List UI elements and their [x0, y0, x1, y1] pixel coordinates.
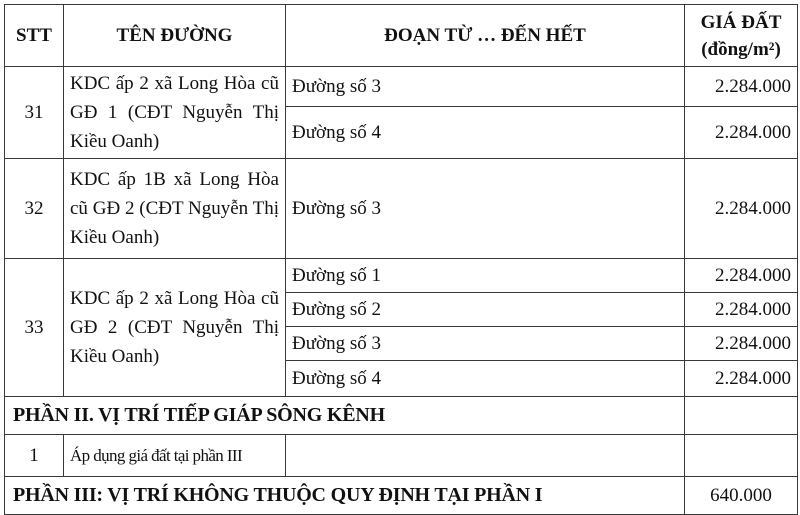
- table-row: [5, 259, 798, 293]
- header-stt: STT: [5, 5, 64, 67]
- header-price-unit: (đồng/m²): [701, 38, 781, 60]
- stt-cell: 32: [5, 159, 64, 259]
- header-price-label: GIÁ ĐẤT: [700, 11, 782, 33]
- stt-cell: 33: [5, 259, 64, 397]
- table-row: [5, 435, 798, 477]
- section-3-price: 640.000: [685, 477, 798, 515]
- stt-cell: 31: [5, 67, 64, 159]
- table-row: [5, 159, 798, 259]
- section-header-row: [5, 397, 798, 435]
- price-cell: 2.284.000: [685, 67, 798, 107]
- header-row: [5, 5, 798, 67]
- street-name-cell: Áp dụng giá đất tại phần III: [64, 435, 286, 477]
- price-cell: 2.284.000: [685, 159, 798, 259]
- segment-cell: [286, 435, 685, 477]
- street-name-cell: KDC ấp 1B xã Long Hòa cũ GĐ 2 (CĐT Nguyễn Thị Kiều Oanh): [64, 159, 286, 259]
- segment-cell: Đường số 1: [286, 259, 685, 293]
- segment-cell: Đường số 3: [286, 159, 685, 259]
- land-price-table: [4, 4, 798, 515]
- street-name-cell: KDC ấp 2 xã Long Hòa cũ GĐ 2 (CĐT Nguyễn Thị Kiều Oanh): [64, 259, 286, 397]
- price-cell: 2.284.000: [685, 293, 798, 327]
- price-cell: 2.284.000: [685, 327, 798, 361]
- segment-cell: Đường số 2: [286, 293, 685, 327]
- header-street-name: TÊN ĐƯỜNG: [64, 5, 286, 67]
- section-header-row: [5, 477, 798, 515]
- price-cell: [685, 435, 798, 477]
- section-3-title: PHẦN III: VỊ TRÍ KHÔNG THUỘC QUY ĐỊNH TẠI PHẦN I: [5, 477, 685, 515]
- segment-cell: Đường số 4: [286, 107, 685, 159]
- segment-cell: Đường số 3: [286, 327, 685, 361]
- segment-cell: Đường số 3: [286, 67, 685, 107]
- section-2-price: [685, 397, 798, 435]
- section-2-title: PHẦN II. VỊ TRÍ TIẾP GIÁP SÔNG KÊNH: [5, 397, 685, 435]
- price-cell: 2.284.000: [685, 107, 798, 159]
- header-price: [685, 5, 798, 67]
- price-cell: 2.284.000: [685, 259, 798, 293]
- street-name-cell: KDC ấp 2 xã Long Hòa cũ GĐ 1 (CĐT Nguyễn Thị Kiều Oanh): [64, 67, 286, 159]
- table-row: [5, 67, 798, 107]
- price-cell: 2.284.000: [685, 361, 798, 397]
- segment-cell: Đường số 4: [286, 361, 685, 397]
- header-segment: ĐOẠN TỪ … ĐẾN HẾT: [286, 5, 685, 67]
- stt-cell: 1: [5, 435, 64, 477]
